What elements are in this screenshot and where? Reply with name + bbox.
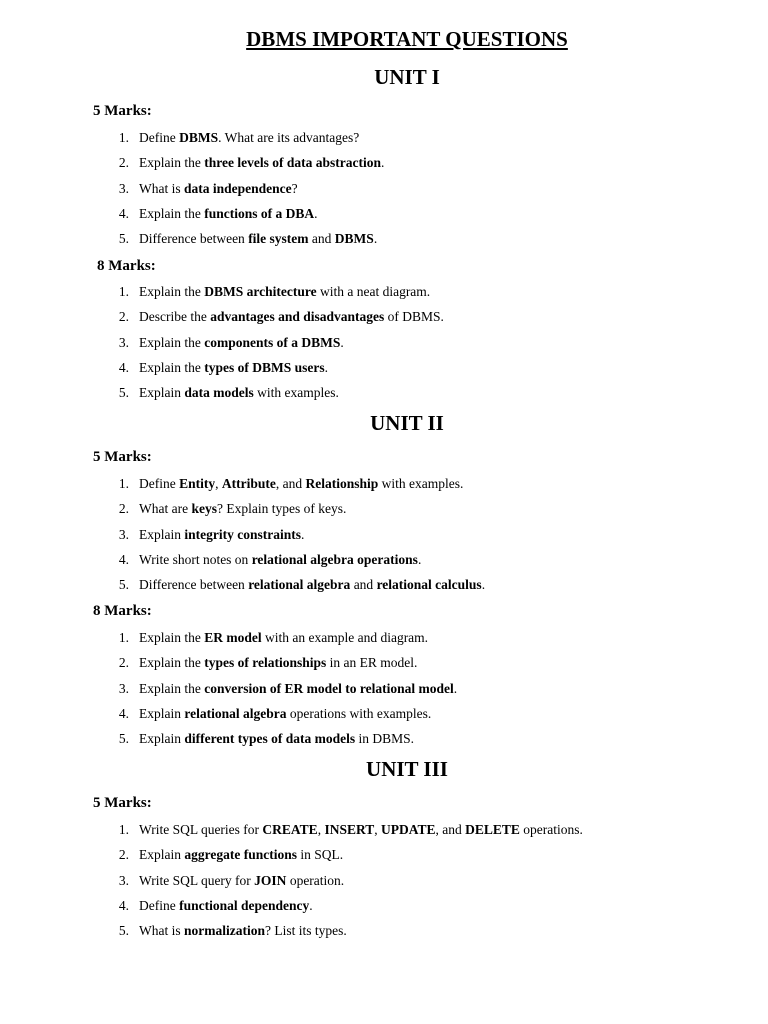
question-text-part: ,	[317, 822, 325, 837]
question-number: 1.	[118, 630, 129, 645]
question-text-part: Explain the	[139, 155, 205, 171]
question-text-part: , and	[435, 822, 466, 837]
question-text-part: .	[309, 897, 313, 913]
question-keyword: file system	[248, 231, 309, 247]
question-number: 2.	[118, 501, 129, 517]
question-keyword: INSERT	[324, 822, 375, 837]
question-text-part: Describe the	[139, 309, 211, 325]
question-text-part: .	[417, 551, 422, 567]
question-number: 1.	[118, 130, 129, 145]
question-text	[139, 629, 428, 647]
unit-1-heading: UNIT I	[374, 65, 440, 89]
question-number: 3.	[118, 680, 129, 696]
question-number: 3.	[118, 334, 129, 350]
question-number: 1.	[118, 822, 129, 837]
question-text	[139, 654, 417, 672]
question-number: 5.	[118, 385, 129, 401]
question-text	[139, 154, 384, 172]
question-text-part: ? List its types.	[265, 923, 347, 939]
question-text-part: with examples.	[378, 476, 464, 491]
unit-3-heading: UNIT III	[366, 757, 448, 781]
question-text-part: Explain the	[139, 284, 205, 299]
question-text-part: operation.	[286, 872, 345, 888]
unit-2-heading: UNIT II	[370, 411, 444, 435]
question-text	[139, 846, 343, 864]
question-text-part: ,	[374, 822, 381, 837]
question-keyword: DBMS	[334, 231, 374, 247]
question-keyword: relational calculus	[376, 577, 482, 593]
question-text-part: Explain the	[139, 630, 205, 645]
question-number: 3.	[118, 180, 129, 196]
question-text	[139, 359, 328, 377]
question-keyword: DBMS architecture	[204, 284, 317, 299]
question-text-part: Write short notes on	[139, 551, 252, 567]
question-text-part: Explain	[139, 847, 185, 863]
question-keyword: types of relationships	[204, 655, 327, 671]
question-text-part: operations.	[519, 822, 583, 837]
question-text-part: of DBMS.	[384, 309, 444, 325]
question-text-part: with examples.	[253, 385, 339, 401]
question-keyword: integrity constraints	[184, 526, 301, 542]
question-text-part: , and	[275, 476, 306, 491]
question-number: 4.	[118, 205, 129, 221]
question-text	[139, 308, 444, 326]
question-keyword: relational algebra	[184, 705, 287, 721]
question-text-part: in SQL.	[297, 847, 344, 863]
question-text	[139, 821, 583, 839]
question-text	[139, 384, 339, 402]
question-number: 4.	[118, 359, 129, 375]
question-number: 3.	[118, 526, 129, 542]
question-text	[139, 551, 421, 569]
question-number: 5.	[118, 577, 129, 593]
question-number: 5.	[118, 231, 129, 247]
question-number: 1.	[118, 284, 129, 299]
question-text-part: Explain the	[139, 334, 205, 350]
question-text	[139, 129, 359, 147]
question-number: 2.	[118, 847, 129, 863]
question-keyword: DBMS	[179, 130, 219, 145]
question-text-part: .	[340, 334, 344, 350]
question-text	[139, 922, 347, 940]
question-keyword: Relationship	[305, 476, 379, 491]
question-text-part: .	[373, 231, 378, 247]
question-keyword: UPDATE	[380, 822, 436, 837]
question-keyword: different types of data models	[184, 731, 356, 747]
question-text	[139, 180, 298, 198]
question-number: 3.	[118, 872, 129, 888]
question-text-part: Explain the	[139, 359, 205, 375]
question-number: 2.	[118, 155, 129, 171]
question-text-part: ,	[215, 476, 222, 491]
question-text	[139, 500, 346, 518]
question-keyword: functional dependency	[179, 897, 310, 913]
question-number: 2.	[118, 655, 129, 671]
question-text-part: What are	[139, 501, 192, 517]
question-text-part: Explain	[139, 731, 185, 747]
question-text-part: .	[453, 680, 458, 696]
question-text-part: .	[481, 577, 486, 593]
question-text-part: Explain	[139, 526, 185, 542]
question-keyword: aggregate functions	[184, 847, 297, 863]
question-keyword: keys	[191, 501, 217, 517]
question-keyword: components of a DBMS	[204, 334, 341, 350]
question-text	[139, 475, 463, 493]
question-keyword: CREATE	[262, 822, 318, 837]
question-keyword: Entity	[179, 476, 216, 491]
question-text-part: Write SQL query for	[139, 872, 255, 888]
question-text-part: Difference between	[139, 577, 249, 593]
question-text	[139, 526, 304, 544]
question-text	[139, 897, 313, 915]
question-text-part: with an example and diagram.	[261, 630, 429, 645]
question-text-part: What is	[139, 923, 184, 939]
question-text-part: .	[380, 155, 385, 171]
question-text-part: and	[308, 231, 335, 247]
question-text-part: and	[350, 577, 377, 593]
question-keyword: DELETE	[465, 822, 520, 837]
question-keyword: relational algebra operations	[251, 551, 418, 567]
question-text-part: Write SQL queries for	[139, 822, 263, 837]
question-text-part: Explain	[139, 705, 185, 721]
question-text-part: Explain the	[139, 205, 205, 221]
question-number: 5.	[118, 923, 129, 939]
question-number: 2.	[118, 309, 129, 325]
question-text	[139, 730, 414, 748]
question-text-part: Explain the	[139, 655, 205, 671]
question-text-part: .	[300, 526, 305, 542]
question-text	[139, 576, 485, 594]
question-text-part: Explain	[139, 385, 185, 401]
question-text	[139, 334, 344, 352]
question-keyword: functions of a DBA	[204, 205, 315, 221]
question-text	[139, 283, 430, 301]
question-keyword: relational algebra	[248, 577, 351, 593]
question-keyword: advantages and disadvantages	[210, 309, 385, 325]
question-keyword: JOIN	[254, 872, 287, 888]
question-text-part: What is	[139, 180, 184, 196]
question-text-part: with a neat diagram.	[316, 284, 431, 299]
question-keyword: three levels of data abstraction	[204, 155, 381, 171]
question-text-part: operations with examples.	[286, 705, 432, 721]
question-text-part: in an ER model.	[326, 655, 418, 671]
question-text	[139, 872, 344, 890]
question-number: 4.	[118, 551, 129, 567]
question-text-part: Define	[139, 476, 180, 491]
document-title: DBMS IMPORTANT QUESTIONS	[246, 27, 568, 51]
question-text-part: .	[324, 359, 328, 375]
question-text-part: Define	[139, 897, 180, 913]
question-keyword: types of DBMS users	[204, 359, 325, 375]
question-text-part: Difference between	[139, 231, 249, 247]
question-keyword: ER model	[204, 630, 262, 645]
question-keyword: data independence	[184, 180, 292, 196]
question-number: 5.	[118, 731, 129, 747]
question-number: 4.	[118, 705, 129, 721]
question-keyword: Attribute	[221, 476, 276, 491]
question-text-part: Define	[139, 130, 180, 145]
question-text	[139, 230, 377, 248]
question-text-part: . What are its advantages?	[218, 130, 360, 145]
question-keyword: data models	[184, 385, 254, 401]
question-number: 1.	[118, 476, 129, 491]
question-text-part: .	[314, 205, 318, 221]
question-text-part: Explain the	[139, 680, 205, 696]
question-text	[139, 705, 431, 723]
unit-2-8-marks-heading: 8 Marks:	[93, 603, 152, 619]
unit-2-5-marks-heading: 5 Marks:	[93, 449, 152, 465]
unit-1-8-marks-heading: 8 Marks:	[97, 258, 156, 274]
question-number: 4.	[118, 897, 129, 913]
question-text	[139, 680, 457, 698]
unit-3-5-marks-heading: 5 Marks:	[93, 795, 152, 811]
question-text-part: in DBMS.	[355, 731, 415, 747]
question-keyword: conversion of ER model to relational model	[204, 680, 454, 696]
question-text	[139, 205, 318, 223]
question-text-part: ?	[291, 180, 298, 196]
question-text-part: ? Explain types of keys.	[216, 501, 347, 517]
unit-1-5-marks-heading: 5 Marks:	[93, 103, 152, 119]
question-keyword: normalization	[184, 923, 265, 939]
